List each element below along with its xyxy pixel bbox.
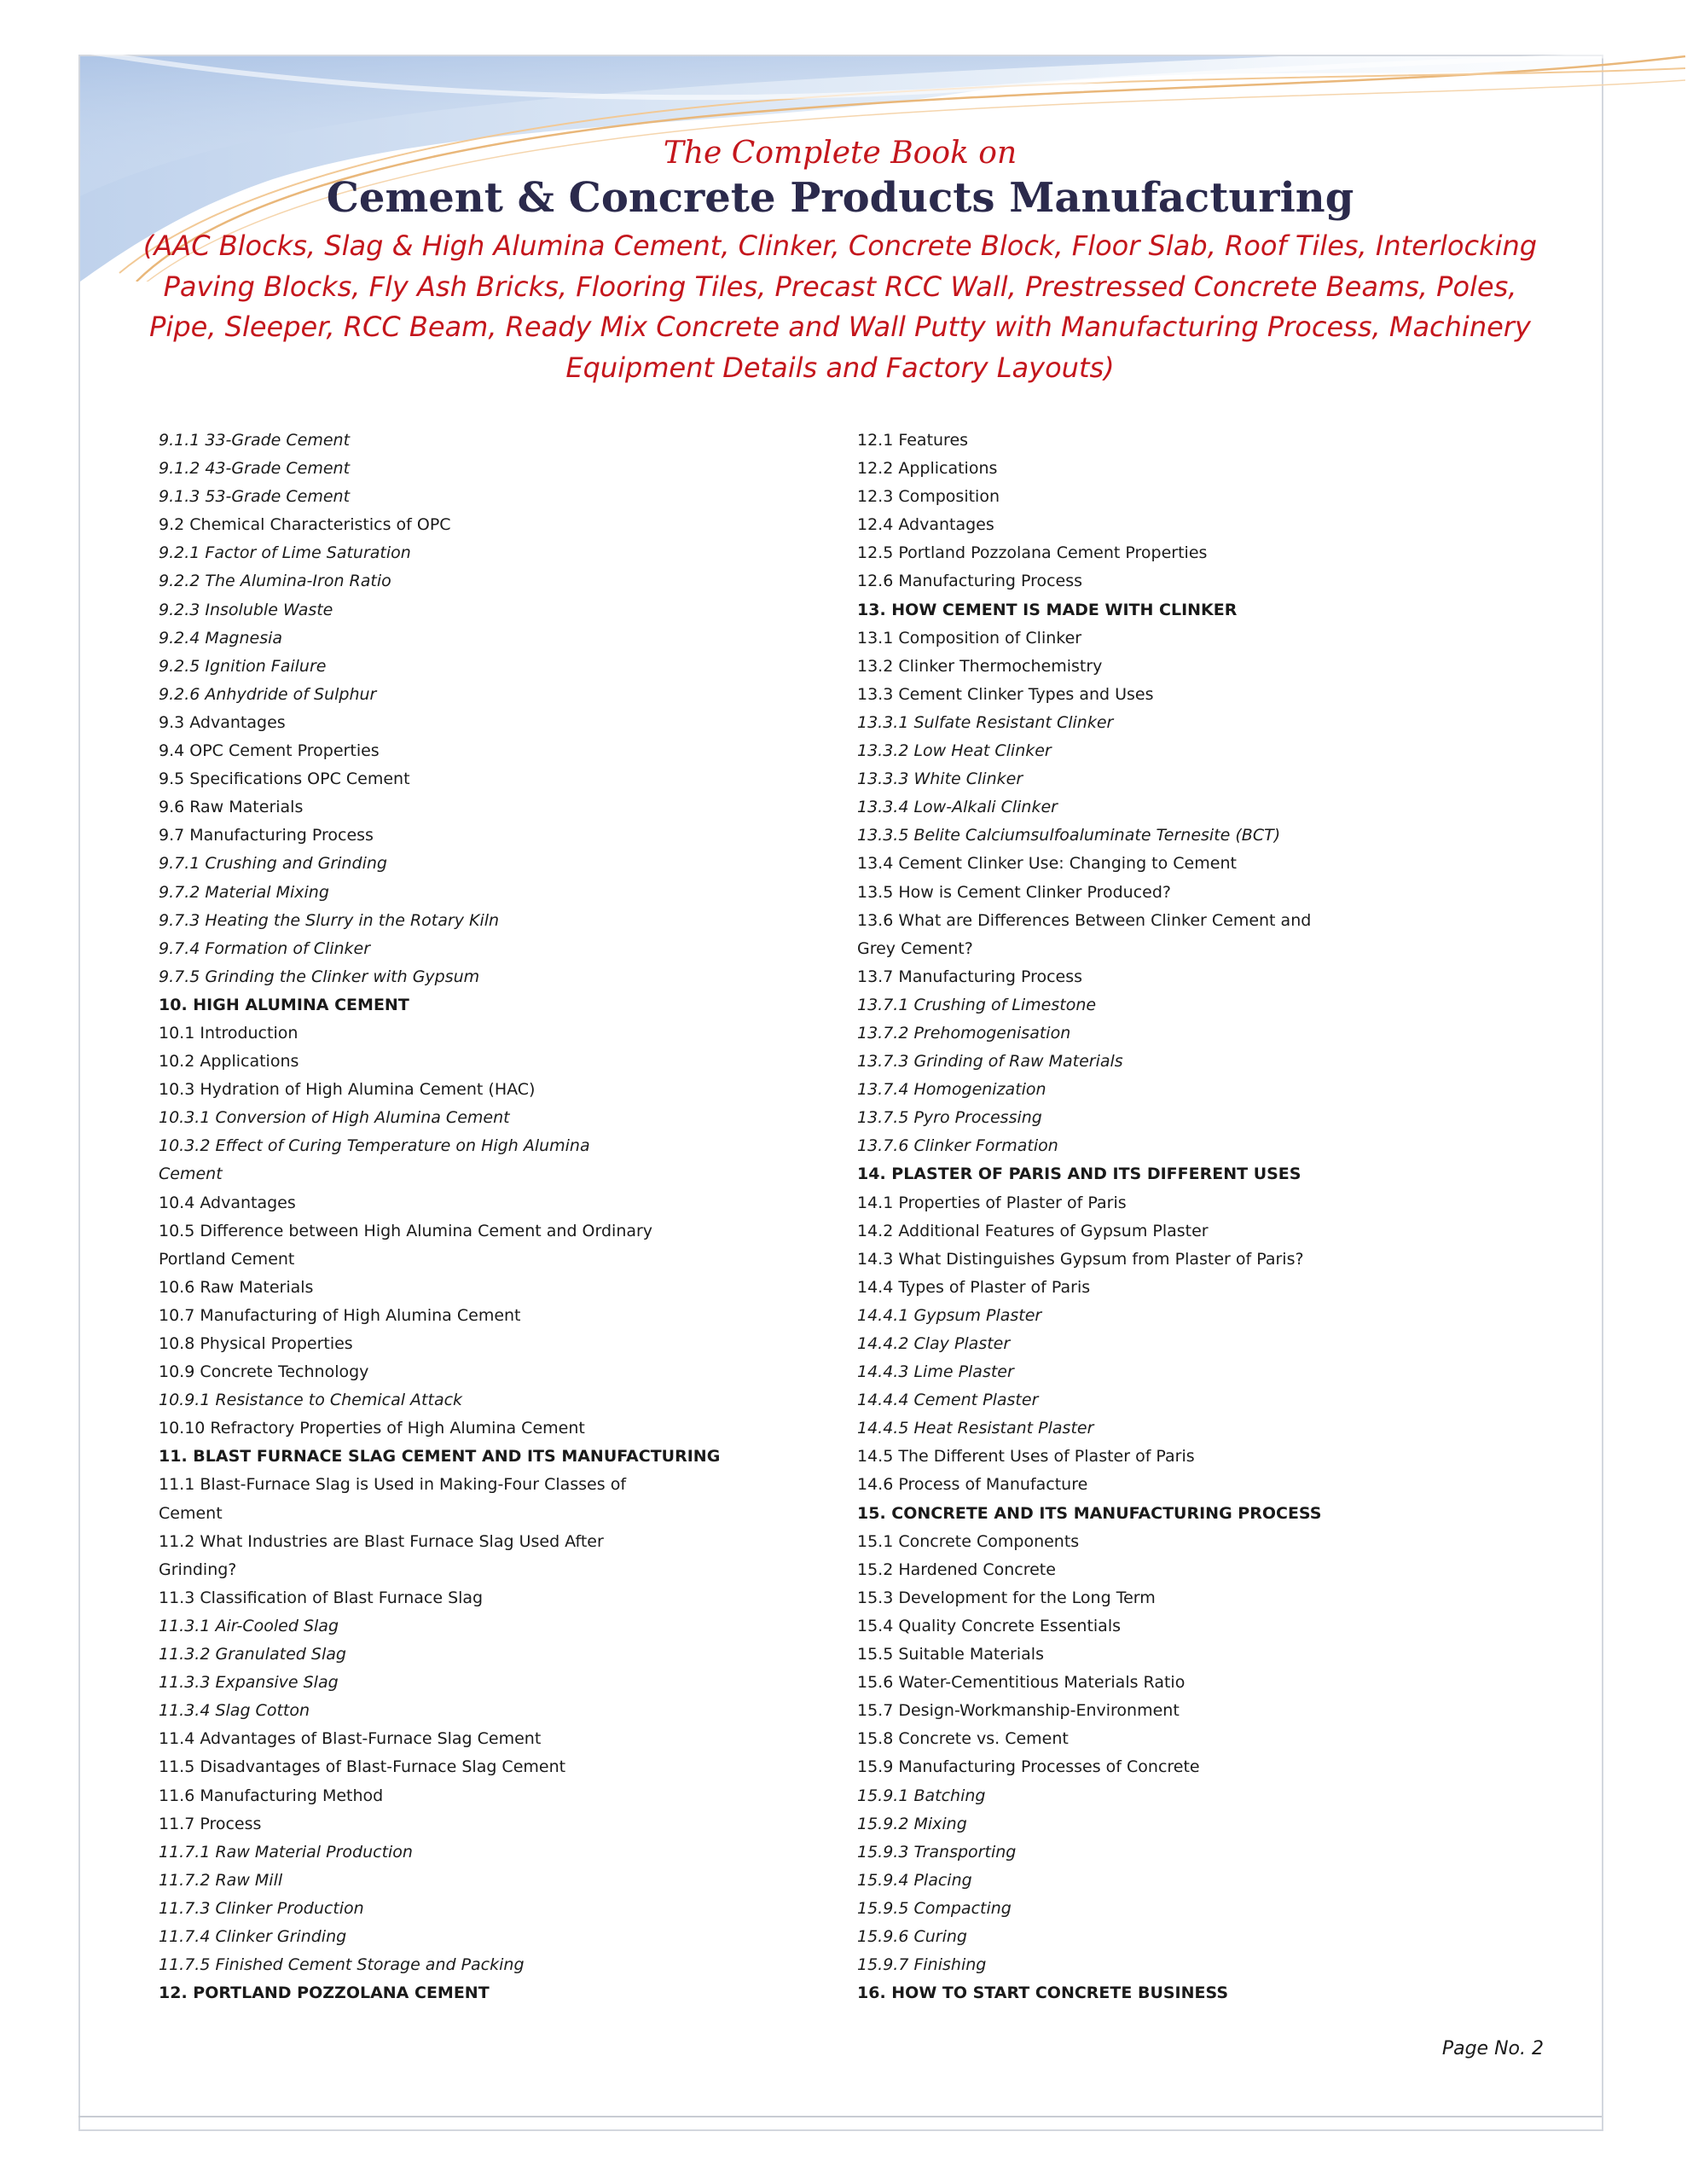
toc-entry: 13.7.3 Grinding of Raw Materials: [857, 1052, 1123, 1072]
toc-entry: 13.3.4 Low-Alkali Clinker: [857, 798, 1058, 817]
toc-entry: 9.1.1 33-Grade Cement: [159, 431, 351, 450]
toc-entry: 12.3 Composition: [857, 487, 1000, 507]
toc-entry: 13.7.6 Clinker Formation: [857, 1136, 1058, 1156]
description-line: Paving Blocks, Fly Ash Bricks, Flooring Tiles, Precast RCC Wall, Prestressed Concrete Beams, Poles,: [163, 270, 1517, 303]
book-description: [128, 226, 1552, 388]
toc-entry: 13.7 Manufacturing Process: [857, 967, 1083, 986]
toc-entry: Grinding?: [159, 1560, 237, 1579]
toc-entry: 10.9.1 Resistance to Chemical Attack: [159, 1391, 463, 1410]
toc-entry: 13.5 How is Cement Clinker Produced?: [857, 882, 1171, 902]
toc-entry: 9.3 Advantages: [159, 712, 286, 732]
toc-entry: 13.7.4 Homogenization: [857, 1080, 1046, 1100]
title-block: [128, 132, 1552, 388]
toc-entry: 11.3.3 Expansive Slag: [159, 1673, 339, 1693]
toc-entry: 9.4 OPC Cement Properties: [159, 741, 380, 761]
toc-entry: 12.5 Portland Pozzolana Cement Properties: [857, 543, 1208, 563]
toc-entry: 14.4.2 Clay Plaster: [857, 1334, 1011, 1353]
toc-left-column: [159, 427, 721, 2007]
toc-entry: 14.4.1 Gypsum Plaster: [857, 1305, 1042, 1325]
toc-entry: 15.9.2 Mixing: [857, 1814, 967, 1833]
toc-right-column: [857, 427, 1369, 2007]
toc-entry: 13.3.2 Low Heat Clinker: [857, 741, 1052, 761]
toc-entry: 15.3 Development for the Long Term: [857, 1588, 1156, 1607]
toc-entry: 9.6 Raw Materials: [159, 798, 304, 817]
toc-entry: 13.7.5 Pyro Processing: [857, 1108, 1042, 1128]
toc-entry: 11.4 Advantages of Blast-Furnace Slag Cement: [159, 1729, 542, 1749]
toc-entry: 11.7.4 Clinker Grinding: [159, 1926, 347, 1946]
toc-entry: 10.8 Physical Properties: [159, 1334, 353, 1353]
toc-entry: 9.1.3 53-Grade Cement: [159, 487, 351, 507]
toc-entry: 15.5 Suitable Materials: [857, 1645, 1044, 1664]
toc-entry: 11.3.1 Air-Cooled Slag: [159, 1616, 339, 1635]
toc-entry: 15.9.3 Transporting: [857, 1842, 1017, 1862]
toc-entry: 11.7.1 Raw Material Production: [159, 1842, 413, 1862]
toc-entry: 10.3.1 Conversion of High Alumina Cement: [159, 1108, 510, 1128]
toc-entry: 9.7.2 Material Mixing: [159, 882, 329, 902]
toc-entry: 14.2 Additional Features of Gypsum Plaster: [857, 1221, 1209, 1240]
toc-entry: 12.6 Manufacturing Process: [857, 572, 1083, 591]
toc-entry: 9.2.4 Magnesia: [159, 628, 283, 648]
toc-entry: 10.9 Concrete Technology: [159, 1362, 369, 1382]
description-line: (AAC Blocks, Slag & High Alumina Cement, Clinker, Concrete Block, Floor Slab, Roof Tiles, Interlocking: [142, 229, 1538, 262]
description-line: Pipe, Sleeper, RCC Beam, Ready Mix Concrete and Wall Putty with Manufacturing Process, Machinery: [149, 311, 1531, 343]
page-number: Page No. 2: [1441, 2038, 1544, 2059]
toc-entry: 9.1.2 43-Grade Cement: [159, 459, 351, 479]
toc-entry: 13.4 Cement Clinker Use: Changing to Cement: [857, 854, 1237, 874]
page-frame-bottom-line: [78, 2116, 1602, 2117]
toc-entry: 10.2 Applications: [159, 1052, 299, 1072]
toc-entry: 15.4 Quality Concrete Essentials: [857, 1616, 1122, 1635]
toc-entry: 10.7 Manufacturing of High Alumina Cement: [159, 1305, 521, 1325]
toc-chapter-heading: 11. BLAST FURNACE SLAG CEMENT AND ITS MANUFACTURING: [159, 1447, 721, 1467]
toc-entry: 9.2 Chemical Characteristics of OPC: [159, 515, 451, 535]
toc-entry: 9.2.1 Factor of Lime Saturation: [159, 543, 411, 563]
book-title: Cement & Concrete Products Manufacturing: [326, 174, 1354, 222]
toc-entry: 15.8 Concrete vs. Cement: [857, 1729, 1069, 1749]
toc-entry: 14.4.3 Lime Plaster: [857, 1362, 1014, 1382]
toc-chapter-heading: 13. HOW CEMENT IS MADE WITH CLINKER: [857, 600, 1238, 619]
toc-entry: 15.9.4 Placing: [857, 1870, 972, 1890]
toc-entry: 10.5 Difference between High Alumina Cement and Ordinary: [159, 1221, 653, 1240]
toc-entry: 9.2.5 Ignition Failure: [159, 656, 327, 676]
toc-entry: 15.2 Hardened Concrete: [857, 1560, 1056, 1579]
toc-entry: 9.7.3 Heating the Slurry in the Rotary Kiln: [159, 910, 500, 930]
toc-entry: 10.1 Introduction: [159, 1023, 299, 1043]
toc-entry: 14.4.5 Heat Resistant Plaster: [857, 1419, 1094, 1438]
toc-entry: 15.9 Manufacturing Processes of Concrete: [857, 1757, 1200, 1777]
toc-entry: Cement: [159, 1503, 223, 1523]
toc-entry: 15.1 Concrete Components: [857, 1531, 1080, 1551]
toc-entry: 9.2.6 Anhydride of Sulphur: [159, 684, 377, 704]
toc-entry: 9.5 Specifications OPC Cement: [159, 770, 410, 789]
toc-entry: 9.2.2 The Alumina-Iron Ratio: [159, 572, 391, 591]
toc-entry: 10.6 Raw Materials: [159, 1277, 314, 1297]
toc-chapter-heading: 12. PORTLAND POZZOLANA CEMENT: [159, 1984, 490, 2003]
toc-entry: 9.7.4 Formation of Clinker: [159, 938, 371, 958]
toc-entry: 14.4.4 Cement Plaster: [857, 1391, 1039, 1410]
toc-entry: 14.3 What Distinguishes Gypsum from Plaster of Paris?: [857, 1249, 1304, 1269]
toc-entry: 11.3.2 Granulated Slag: [159, 1645, 346, 1664]
toc-entry: 12.2 Applications: [857, 459, 998, 479]
toc-entry: 13.2 Clinker Thermochemistry: [857, 656, 1103, 676]
toc-entry: 13.3.1 Sulfate Resistant Clinker: [857, 712, 1114, 732]
toc-entry: 14.5 The Different Uses of Plaster of Paris: [857, 1447, 1195, 1467]
toc-entry: 14.1 Properties of Plaster of Paris: [857, 1193, 1127, 1212]
toc-chapter-heading: 15. CONCRETE AND ITS MANUFACTURING PROCESS: [857, 1503, 1322, 1523]
toc-entry: 9.7.5 Grinding the Clinker with Gypsum: [159, 967, 480, 986]
toc-entry: 9.7 Manufacturing Process: [159, 826, 374, 845]
description-line: Equipment Details and Factory Layouts): [565, 351, 1115, 384]
toc-entry: 15.6 Water-Cementitious Materials Ratio: [857, 1673, 1186, 1693]
toc-entry: 11.3 Classification of Blast Furnace Slag: [159, 1588, 484, 1607]
toc-entry: 11.3.4 Slag Cotton: [159, 1701, 310, 1721]
toc-entry: 14.6 Process of Manufacture: [857, 1475, 1088, 1495]
toc-entry: 10.3 Hydration of High Alumina Cement (HAC): [159, 1080, 536, 1100]
toc-entry: 11.7.5 Finished Cement Storage and Packing: [159, 1955, 525, 1975]
toc-entry: 13.1 Composition of Clinker: [857, 628, 1082, 648]
toc-entry: 11.7.2 Raw Mill: [159, 1870, 283, 1890]
toc-entry: 10.3.2 Effect of Curing Temperature on High Alumina: [159, 1136, 590, 1156]
toc-entry: Grey Cement?: [857, 938, 973, 958]
book-subtitle: The Complete Book on: [663, 136, 1017, 171]
toc-chapter-heading: 14. PLASTER OF PARIS AND ITS DIFFERENT USES: [857, 1165, 1301, 1184]
toc-entry: 9.2.3 Insoluble Waste: [159, 600, 333, 619]
toc-entry: 9.7.1 Crushing and Grinding: [159, 854, 387, 874]
toc-entry: 11.7 Process: [159, 1814, 262, 1833]
toc-entry: 15.9.7 Finishing: [857, 1955, 987, 1975]
toc-entry: Cement: [159, 1165, 223, 1184]
toc-entry: 15.7 Design-Workmanship-Environment: [857, 1701, 1180, 1721]
toc-entry: 11.6 Manufacturing Method: [159, 1786, 384, 1805]
toc-entry: 13.7.2 Prehomogenisation: [857, 1023, 1071, 1043]
toc-entry: 12.4 Advantages: [857, 515, 994, 535]
toc-entry: 15.9.1 Batching: [857, 1786, 986, 1805]
toc-entry: 15.9.6 Curing: [857, 1926, 967, 1946]
toc-entry: 13.7.1 Crushing of Limestone: [857, 995, 1097, 1014]
toc-entry: 13.6 What are Differences Between Clinker Cement and: [857, 910, 1312, 930]
toc-entry: 11.1 Blast-Furnace Slag is Used in Making-Four Classes of: [159, 1475, 627, 1495]
toc-entry: 12.1 Features: [857, 431, 969, 450]
toc-entry: 13.3 Cement Clinker Types and Uses: [857, 684, 1154, 704]
toc-entry: 10.10 Refractory Properties of High Alumina Cement: [159, 1419, 585, 1438]
toc-chapter-heading: 10. HIGH ALUMINA CEMENT: [159, 995, 409, 1014]
toc-entry: 10.4 Advantages: [159, 1193, 296, 1212]
toc-entry: 11.2 What Industries are Blast Furnace Slag Used After: [159, 1531, 604, 1551]
toc-entry: 15.9.5 Compacting: [857, 1898, 1012, 1918]
toc-entry: Portland Cement: [159, 1249, 295, 1269]
toc-entry: 14.4 Types of Plaster of Paris: [857, 1277, 1091, 1297]
toc-entry: 11.5 Disadvantages of Blast-Furnace Slag Cement: [159, 1757, 566, 1777]
toc-chapter-heading: 16. HOW TO START CONCRETE BUSINESS: [857, 1984, 1229, 2003]
toc-entry: 13.3.3 White Clinker: [857, 770, 1023, 789]
toc-entry: 13.3.5 Belite Calciumsulfoaluminate Ternesite (BCT): [857, 826, 1281, 845]
toc-entry: 11.7.3 Clinker Production: [159, 1898, 364, 1918]
